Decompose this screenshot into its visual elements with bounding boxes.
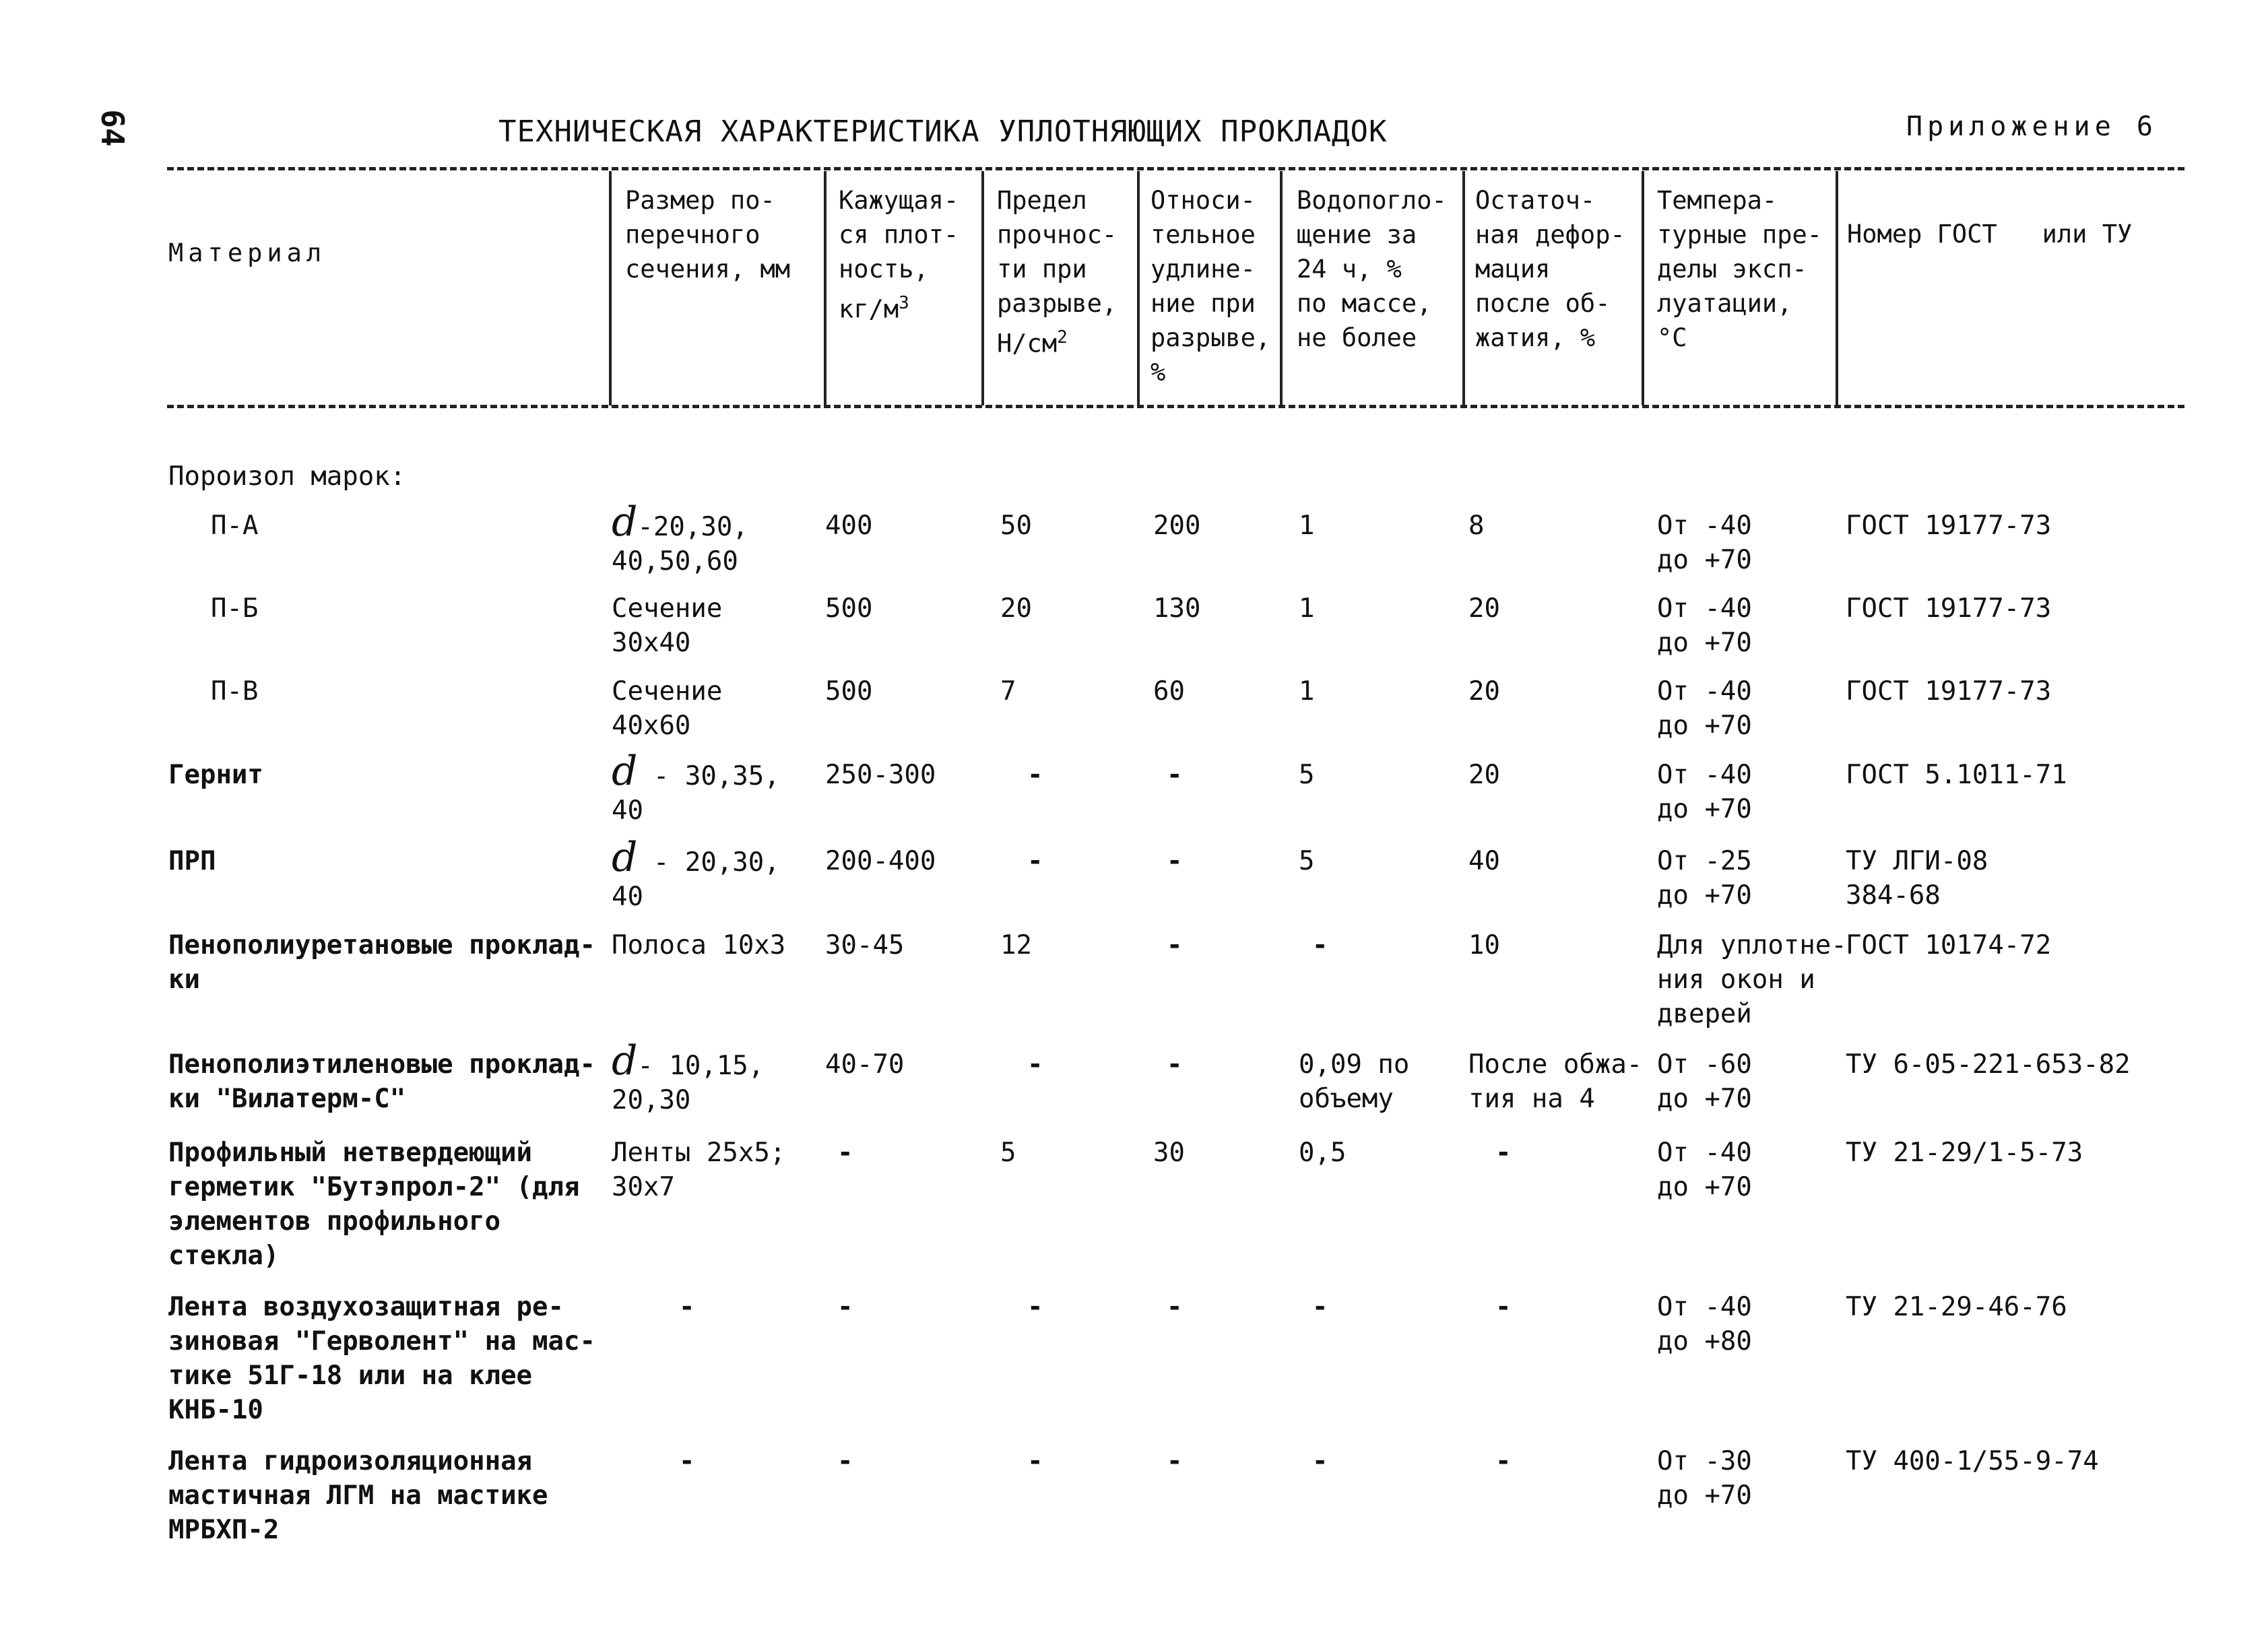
cell-density: 30-45: [825, 930, 905, 960]
cell-gost: ТУ 21-29/1-5-73: [1846, 1138, 2083, 1168]
cell-material: П-В: [211, 676, 259, 707]
cell-strength: -: [1027, 1292, 1043, 1322]
cell-temperature: Для уплотне- ния окон и дверей: [1657, 930, 1847, 1029]
appendix-label: Приложение 6: [1906, 111, 2158, 142]
document-title: ТЕХНИЧЕСКАЯ ХАРАКТЕРИСТИКА УПЛОТНЯЮЩИХ ПРОКЛАДОК: [498, 115, 1388, 149]
cell-material: Гернит: [168, 760, 263, 790]
cell-material: П-Б: [211, 593, 259, 624]
column-divider: [1642, 171, 1644, 405]
cell-elongation: -: [1167, 760, 1183, 790]
cell-water: 0,09 по объему: [1299, 1049, 1410, 1114]
cell-size: d- 10,15, 20,30: [612, 1037, 765, 1115]
cell-deformation: 40: [1468, 846, 1500, 876]
cell-strength: -: [1027, 1446, 1043, 1476]
column-header-size: Размер по- перечного сечения, мм: [625, 186, 791, 284]
column-header-elongation: Относи- тельное удлине- ние при разрыве, %: [1151, 186, 1271, 387]
cell-water: -: [1312, 930, 1328, 960]
cell-size: Полоса 10х3: [612, 930, 786, 960]
cell-deformation: После обжа- тия на 4: [1468, 1049, 1643, 1114]
cell-gost: ГОСТ 19177-73: [1846, 511, 2052, 541]
cell-elongation: 30: [1153, 1138, 1185, 1168]
cell-material: Лента гидроизоляционная мастичная ЛГМ на мастике МРБХП-2: [168, 1446, 548, 1545]
cell-size: -: [679, 1446, 695, 1476]
column-divider: [1280, 171, 1283, 405]
column-divider: [1462, 171, 1465, 405]
cell-deformation: 20: [1468, 676, 1500, 707]
column-divider: [1836, 171, 1838, 405]
cell-gost: ТУ 6-05-221-653-82: [1846, 1049, 2131, 1080]
cell-strength: 5: [1000, 1138, 1016, 1168]
group-label: Пороизол марок:: [168, 461, 406, 492]
column-header-gost: Номер ГОСТ или ТУ: [1847, 220, 2133, 249]
cell-material: Пенополиуретановые проклад- ки: [168, 930, 595, 995]
cell-strength: 20: [1000, 593, 1032, 624]
cell-temperature: От -40 до +80: [1657, 1292, 1752, 1357]
cell-density: 500: [825, 676, 873, 707]
cell-gost: ГОСТ 19177-73: [1846, 593, 2052, 624]
cell-elongation: -: [1167, 846, 1183, 876]
cell-density: -: [837, 1446, 853, 1476]
cell-density: 200-400: [825, 846, 936, 876]
column-header-density: Кажущая- ся плот- ность, $кг/м^3$: [839, 186, 959, 324]
cell-size: d-20,30, 40,50,60: [612, 498, 748, 577]
column-divider: [824, 171, 827, 405]
header-bottom-rule: [167, 405, 2184, 408]
cell-temperature: От -40 до +70: [1657, 760, 1752, 824]
cell-strength: 50: [1000, 511, 1032, 541]
cell-temperature: От -60 до +70: [1657, 1049, 1752, 1114]
cell-material: Пенополиэтиленовые проклад- ки "Вилатерм-С": [168, 1049, 595, 1114]
column-divider: [609, 171, 612, 405]
cell-material: ПРП: [168, 846, 216, 876]
cell-size: d - 30,35, 40: [612, 748, 780, 826]
cell-deformation: -: [1495, 1292, 1512, 1322]
cell-elongation: -: [1167, 1446, 1183, 1476]
strength-unit-superscript: 2: [1057, 327, 1068, 348]
cell-strength: 7: [1000, 676, 1016, 707]
cell-gost: ГОСТ 5.1011-71: [1846, 760, 2067, 790]
cell-temperature: От -30 до +70: [1657, 1446, 1752, 1511]
cell-material: Лента воздухозащитная ре- зиновая "Герволент" на мас- тике 51Г-18 или на клее КНБ-10: [168, 1292, 595, 1425]
cell-size: Сечение 30х40: [612, 593, 723, 658]
cell-water: -: [1312, 1292, 1328, 1322]
page-number: 64: [94, 109, 131, 147]
cell-strength: -: [1027, 1049, 1043, 1080]
column-header-deformation: Остаточ- ная дефор- мация после об- жатия, %: [1475, 186, 1625, 352]
cell-elongation: -: [1167, 1049, 1183, 1080]
column-header-temperature: Темпера- турные пре- делы эксп- луатации, °С: [1657, 186, 1823, 352]
cell-size: Сечение 40х60: [612, 676, 723, 741]
cell-deformation: 10: [1468, 930, 1500, 960]
cell-water: 1: [1299, 593, 1315, 624]
cell-density: -: [837, 1292, 853, 1322]
column-divider: [1137, 171, 1140, 405]
cell-density: 400: [825, 511, 873, 541]
diameter-symbol: d: [612, 748, 638, 795]
cell-elongation: 60: [1153, 676, 1185, 707]
cell-elongation: -: [1167, 930, 1183, 960]
cell-deformation: 20: [1468, 593, 1500, 624]
header-top-rule: [167, 167, 2184, 170]
cell-gost: ТУ 400-1/55-9-74: [1846, 1446, 2099, 1476]
diameter-symbol: d: [612, 498, 638, 546]
cell-deformation: -: [1495, 1138, 1512, 1168]
cell-gost: ТУ 21-29-46-76: [1846, 1292, 2067, 1322]
cell-strength: -: [1027, 760, 1043, 790]
cell-gost: ГОСТ 19177-73: [1846, 676, 2052, 707]
cell-temperature: От -40 до +70: [1657, 593, 1752, 658]
cell-water: 1: [1299, 511, 1315, 541]
cell-deformation: 8: [1468, 511, 1485, 541]
cell-strength: 12: [1000, 930, 1032, 960]
cell-material: П-А: [211, 511, 259, 541]
cell-density: 250-300: [825, 760, 936, 790]
column-header-material: Материал: [168, 238, 327, 267]
cell-deformation: 20: [1468, 760, 1500, 790]
cell-temperature: От -40 до +70: [1657, 1138, 1752, 1202]
cell-material: Профильный нетвердеющий герметик "Бутэпрол-2" (для элементов профильного стекла): [168, 1138, 580, 1271]
column-header-water-absorption: Водопогло- щение за 24 ч, % по массе, не более: [1297, 186, 1447, 352]
cell-density: -: [837, 1138, 853, 1168]
column-divider: [981, 171, 984, 405]
cell-water: -: [1312, 1446, 1328, 1476]
diameter-symbol: d: [612, 1037, 638, 1084]
cell-temperature: От -40 до +70: [1657, 676, 1752, 741]
cell-water: 0,5: [1299, 1138, 1347, 1168]
cell-deformation: -: [1495, 1446, 1512, 1476]
cell-elongation: -: [1167, 1292, 1183, 1322]
cell-density: 40-70: [825, 1049, 905, 1080]
cell-water: 1: [1299, 676, 1315, 707]
cell-strength: -: [1027, 846, 1043, 876]
cell-elongation: 200: [1153, 511, 1201, 541]
cell-gost: ТУ ЛГИ-08 384-68: [1846, 846, 1988, 911]
cell-size: -: [679, 1292, 695, 1322]
cell-gost: ГОСТ 10174-72: [1846, 930, 2052, 960]
cell-size: d - 20,30, 40: [612, 834, 780, 912]
cell-water: 5: [1299, 760, 1315, 790]
density-unit-superscript: 3: [899, 293, 909, 313]
cell-temperature: От -40 до +70: [1657, 511, 1752, 575]
cell-elongation: 130: [1153, 593, 1201, 624]
diameter-symbol: d: [612, 834, 638, 881]
cell-size: Ленты 25х5; 30х7: [612, 1138, 786, 1202]
cell-water: 5: [1299, 846, 1315, 876]
cell-density: 500: [825, 593, 873, 624]
cell-temperature: От -25 до +70: [1657, 846, 1752, 911]
column-header-strength: Предел прочнос- ти при разрыве, $Н/см^2$: [997, 186, 1117, 358]
